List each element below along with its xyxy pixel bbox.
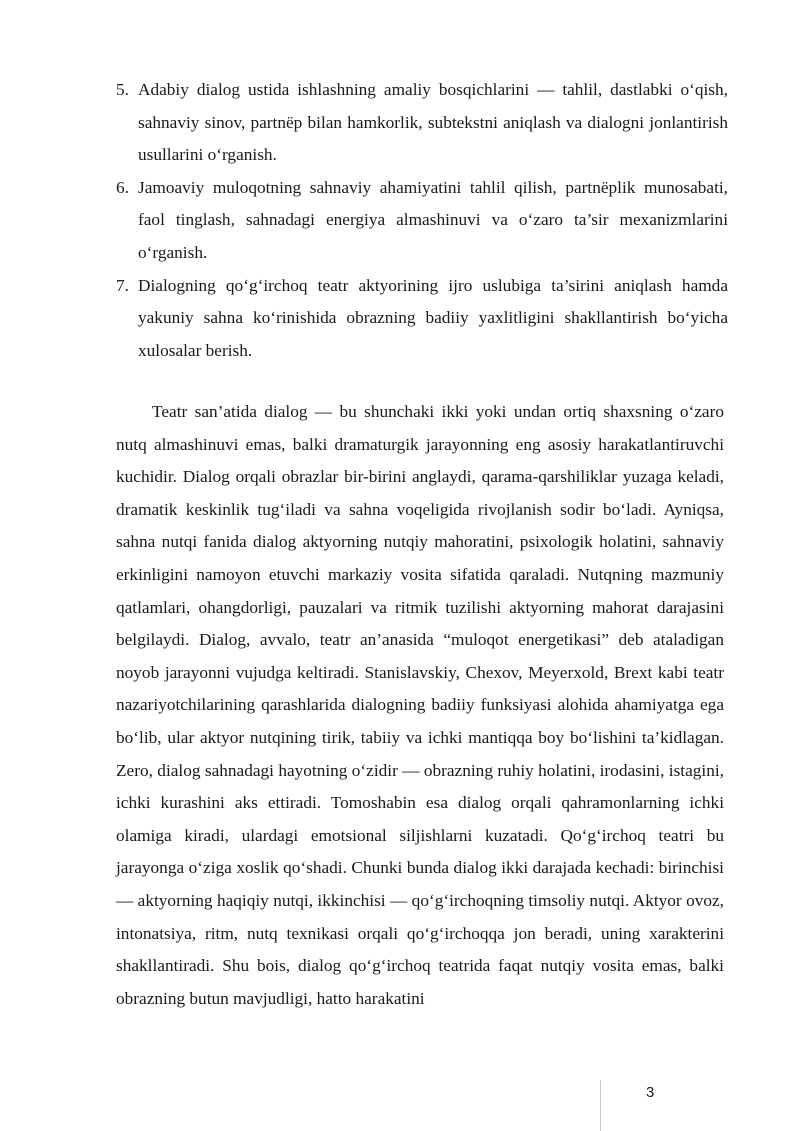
page-number: 3 xyxy=(646,1084,655,1101)
list-item xyxy=(116,172,728,270)
list-item xyxy=(116,74,728,172)
list-item-number: 6. xyxy=(116,177,129,197)
body-paragraph: Teatr san’atida dialog — bu shunchaki ikki yoki undan ortiq shaxsning o‘zaro nutq almashinuvi emas, balki dramaturgik jarayonning eng asosiy harakatlantiruvchi kuchidir. Dialog orqali obrazlar bir-birini anglaydi, qarama-qarshiliklar yuzaga keladi, dramatik keskinlik tug‘iladi va sahna voqeligida rivojlanish sodir bo‘ladi. Ayniqsa, sahna nutqi fanida dialog aktyorning nutqiy mahoratini, psixologik holatini, sahnaviy erkinligini namoyon etuvchi markaziy vosita sifatida qaraladi. Nutqning mazmuniy qatlamlari, ohangdorligi, pauzalari va ritmik tuzilishi aktyorning mahorat darajasini belgilaydi. Dialog, avvalo, teatr an’anasida “muloqot energetikasi” deb ataladigan noyob jarayonni vujudga keltiradi. Stanislavskiy, Chexov, Meyerxold, Brext kabi teatr nazariyotchilarining qarashlarida dialogning badiiy funksiyasi alohida ahamiyatga ega bo‘lib, ular aktyor nutqining tirik, tabiiy va ichki mantiqqa boy bo‘lishini ta’kidlagan. Zero, dialog sahnadagi hayotning o‘zidir — obrazning ruhiy holatini, irodasini, istagini, ichki kurashini aks ettiradi. Tomoshabin esa dialog orqali qahramonlarning ichki olamiga kiradi, ulardagi emotsional siljishlarni kuzatadi. Qo‘g‘irchoq teatri bu jarayonga o‘ziga xoslik qo‘shadi. Chunki bunda dialog ikki darajada kechadi: birinchisi — aktyorning haqiqiy nutqi, ikkinchisi — qo‘g‘irchoqning timsoliy nutqi. Aktyor ovoz, intonatsiya, ritm, nutq texnikasi orqali qo‘g‘irchoqqa jon beradi, uning xarakterini shakllantiradi. Shu bois, dialog qo‘g‘irchoq teatrida faqat nutqiy vosita emas, balki obrazning butun mavjudligi, hatto harakatini xyxy=(116,402,724,1008)
list-item-text: Jamoaviy muloqotning sahnaviy ahamiyatini tahlil qilish, partnёрlik munosabati, faol tinglash, sahnadagi energiya almashinuvi va o‘zaro ta’sir mexanizmlarini o‘rganish. xyxy=(138,177,728,262)
list-item-text: Adabiy dialog ustida ishlashning amaliy bosqichlarini — tahlil, dastlabki o‘qish, sahnaviy sinov, partnёр bilan hamkorlik, subtekstni aniqlash va dialogni jonlantirish usullarini o‘rganish. xyxy=(138,80,728,165)
objectives-list xyxy=(116,74,728,367)
list-item-number: 7. xyxy=(116,275,129,295)
list-item xyxy=(116,270,728,368)
footer-divider xyxy=(600,1080,601,1131)
list-item-text: Dialogning qo‘g‘irchoq teatr aktyorining ijro uslubiga ta’sirini aniqlash hamda yakuniy sahna ko‘rinishida obrazning badiiy yaxlitligini shakllantirish bo‘yicha xulosalar berish. xyxy=(138,275,728,360)
list-item-number: 5. xyxy=(116,80,129,99)
